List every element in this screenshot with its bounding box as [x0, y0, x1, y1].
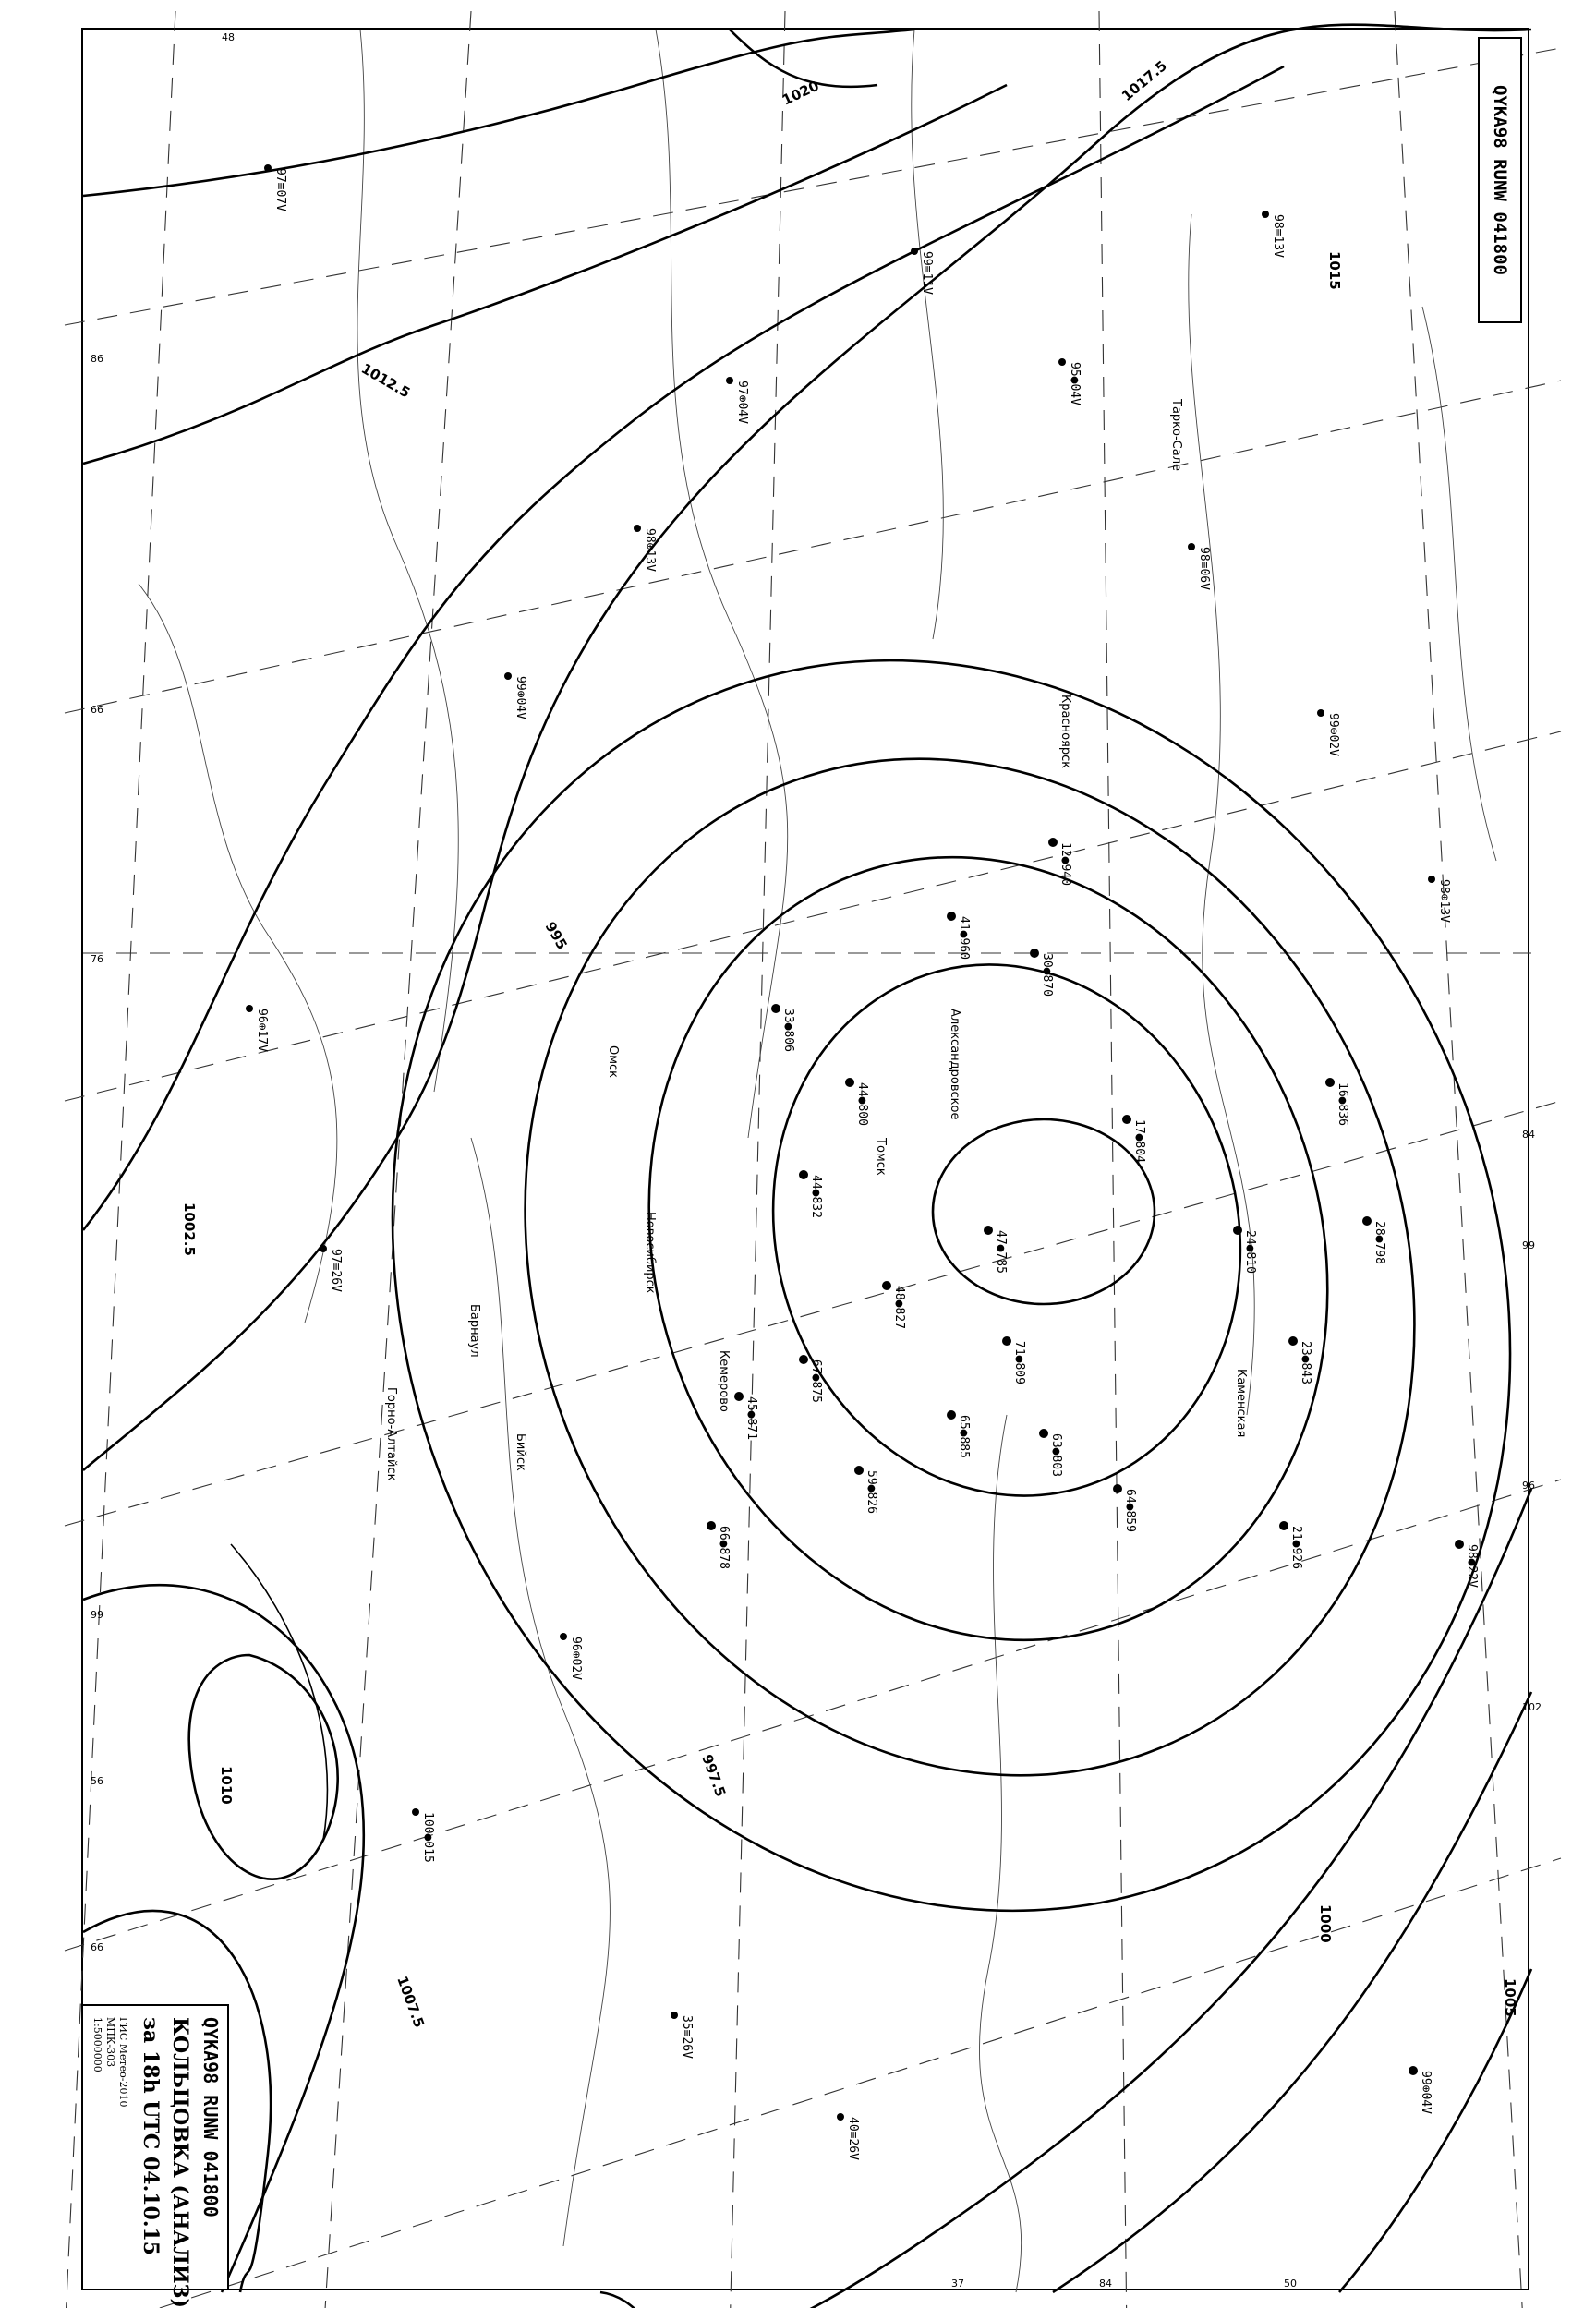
svg-text:99: 99 [1522, 1239, 1535, 1251]
station-plot [1048, 838, 1072, 886]
station-plot [1262, 211, 1285, 258]
footer-code: QYKA98 RUNW 041800 [200, 2017, 222, 2217]
station-plot [1188, 543, 1211, 590]
svg-text:41●960: 41●960 [957, 916, 971, 960]
station-plot [726, 377, 749, 424]
station-plot [1317, 709, 1340, 756]
isobar-label-995: 995 [541, 919, 571, 953]
svg-text:33●806: 33●806 [781, 1009, 795, 1052]
svg-text:99≡11V: 99≡11V [920, 251, 934, 295]
station-plot [1409, 2066, 1433, 2114]
station-plot [734, 1392, 758, 1440]
svg-text:98●22V: 98●22V [1465, 1544, 1479, 1588]
svg-text:35≡26V: 35≡26V [680, 2015, 694, 2059]
city-label: Кемерово [717, 1350, 731, 1412]
isobar-label-1012-5: 1012.5 [358, 359, 414, 402]
svg-text:84: 84 [1099, 2278, 1112, 2290]
station-plot [671, 2012, 694, 2059]
isobar-label-1007-5: 1007.5 [393, 1974, 428, 2030]
station-plot [1288, 1336, 1312, 1384]
isobar-label-1010: 1010 [218, 1766, 235, 1805]
city-labels [384, 398, 1248, 1481]
svg-text:40≡26V: 40≡26V [846, 2117, 860, 2160]
isobar-label-1017-5: 1017.5 [1118, 57, 1170, 105]
svg-text:17●804: 17●804 [1132, 1119, 1146, 1163]
station-plot [634, 525, 657, 572]
svg-text:12●940: 12●940 [1058, 842, 1072, 886]
svg-text:102: 102 [1522, 1701, 1542, 1713]
scale-label: 1:5000000 [91, 2017, 103, 2072]
city-label: Омск [606, 1045, 620, 1079]
svg-text:48●827: 48●827 [892, 1286, 906, 1329]
city-label: Бийск [514, 1433, 527, 1471]
isobar-label-1015: 1015 [1326, 251, 1343, 290]
map-title: КОЛЬЦОВКА (АНАЛИЗ) [168, 2017, 192, 2308]
city-label: Новосибирск [643, 1212, 657, 1294]
station-plots [246, 164, 1479, 2160]
software-label: ГИС Метео-2010 [117, 2017, 129, 2108]
city-label: Александровское [948, 1009, 961, 1120]
header-code-box [1478, 37, 1522, 323]
station-plot [854, 1466, 878, 1514]
isobar-label-1002-5: 1002.5 [181, 1202, 198, 1256]
city-label: Барнаул [467, 1304, 481, 1358]
svg-text:98⊕13V: 98⊕13V [643, 528, 657, 572]
svg-text:24●810: 24●810 [1243, 1230, 1257, 1274]
city-label: Каменская [1234, 1369, 1248, 1438]
station-plot [320, 1245, 343, 1292]
svg-text:97≡07V: 97≡07V [273, 168, 287, 211]
svg-text:96⊕02V: 96⊕02V [569, 1637, 583, 1680]
svg-text:66●878: 66●878 [717, 1526, 731, 1569]
svg-text:44●800: 44●800 [855, 1082, 869, 1126]
svg-text:97⊕04V: 97⊕04V [735, 381, 749, 424]
svg-text:96: 96 [1522, 1480, 1535, 1492]
city-label: Горно-Алтайск [384, 1387, 398, 1481]
svg-text:99⊕04V: 99⊕04V [514, 676, 527, 719]
station-plot [1362, 1216, 1386, 1264]
synoptic-map [81, 28, 1542, 2290]
svg-text:67●875: 67●875 [809, 1359, 823, 1403]
isobar-label-1005: 1005 [1502, 1978, 1518, 2017]
station-plot [984, 1226, 1008, 1274]
svg-text:44●832: 44●832 [809, 1175, 823, 1218]
station-plot [504, 672, 527, 719]
svg-text:71●809: 71●809 [1012, 1341, 1026, 1384]
station-plot [1428, 876, 1451, 923]
svg-text:99⊕02V: 99⊕02V [1326, 713, 1340, 756]
station-plot [264, 164, 287, 211]
station-plot [1039, 1429, 1063, 1477]
station-plot [246, 1005, 269, 1052]
header-code: QYKA98 RUNW 041800 [1490, 85, 1510, 275]
station-plot [1122, 1115, 1146, 1163]
station-plot [1002, 1336, 1026, 1384]
rivers [139, 30, 1496, 2292]
city-label: Томск [874, 1138, 888, 1176]
svg-text:95●04V: 95●04V [1068, 362, 1082, 405]
svg-text:98≡13V: 98≡13V [1271, 214, 1285, 258]
svg-text:21●926: 21●926 [1289, 1526, 1303, 1569]
svg-text:98≡06V: 98≡06V [1197, 547, 1211, 590]
station-plot [1279, 1521, 1303, 1569]
svg-text:99⊕04V: 99⊕04V [1419, 2071, 1433, 2114]
city-label: Красноярск [1058, 695, 1072, 769]
svg-text:59●826: 59●826 [864, 1470, 878, 1514]
svg-text:47●785: 47●785 [994, 1230, 1008, 1274]
city-label: Тарко-Сале [1169, 399, 1183, 472]
map-title-box [81, 2004, 229, 2308]
edge-numbers [91, 31, 1542, 2290]
isobars [83, 25, 1596, 2308]
station-plot [1058, 358, 1082, 405]
isobar-label-1020: 1020 [780, 77, 822, 109]
svg-text:66: 66 [91, 1941, 103, 1953]
map-subtitle: за 18h UTC 04.10.15 [139, 2017, 163, 2256]
station-plot [1455, 1540, 1479, 1588]
svg-text:37: 37 [951, 2278, 964, 2290]
svg-text:100●015: 100●015 [421, 1812, 435, 1863]
isobar-labels [181, 57, 1518, 2030]
svg-text:66: 66 [91, 704, 103, 716]
map-canvas [83, 30, 1542, 2292]
station-plot [1030, 949, 1054, 997]
station-plot [799, 1355, 823, 1403]
svg-text:98⊕13V: 98⊕13V [1437, 879, 1451, 923]
station-plot [845, 1078, 869, 1126]
svg-text:23●843: 23●843 [1299, 1341, 1312, 1384]
isobar-label-1000: 1000 [1317, 1904, 1334, 1943]
svg-text:28●798: 28●798 [1372, 1221, 1386, 1264]
station-plot [1233, 1226, 1257, 1274]
svg-text:99: 99 [91, 1609, 103, 1621]
station-plot [911, 248, 934, 295]
station-plot [947, 1410, 971, 1458]
station-plot [560, 1633, 583, 1680]
svg-text:86: 86 [91, 353, 103, 365]
svg-text:76: 76 [91, 953, 103, 965]
svg-text:56: 56 [91, 1775, 103, 1787]
svg-text:96⊕17V: 96⊕17V [255, 1009, 269, 1052]
station-plot [707, 1521, 731, 1569]
device-label: МПК-303 [104, 2017, 116, 2068]
station-plot [837, 2113, 860, 2160]
svg-text:63●803: 63●803 [1049, 1433, 1063, 1477]
station-plot [947, 912, 971, 960]
svg-text:30●870: 30●870 [1040, 953, 1054, 997]
station-plot [1325, 1078, 1349, 1126]
svg-text:84: 84 [1522, 1129, 1535, 1141]
svg-text:48: 48 [222, 31, 235, 43]
station-plot [412, 1808, 435, 1863]
isobar-label-997-5: 997.5 [698, 1752, 730, 1799]
graticule [65, 11, 1561, 2308]
station-plot [882, 1281, 906, 1329]
station-plot [771, 1004, 795, 1052]
svg-text:65●885: 65●885 [957, 1415, 971, 1458]
station-plot [799, 1170, 823, 1218]
svg-text:64●859: 64●859 [1123, 1489, 1137, 1532]
svg-text:45●871: 45●871 [744, 1396, 758, 1440]
svg-text:50: 50 [1284, 2278, 1297, 2290]
svg-text:16●836: 16●836 [1336, 1082, 1349, 1126]
svg-text:97≡26V: 97≡26V [329, 1249, 343, 1292]
